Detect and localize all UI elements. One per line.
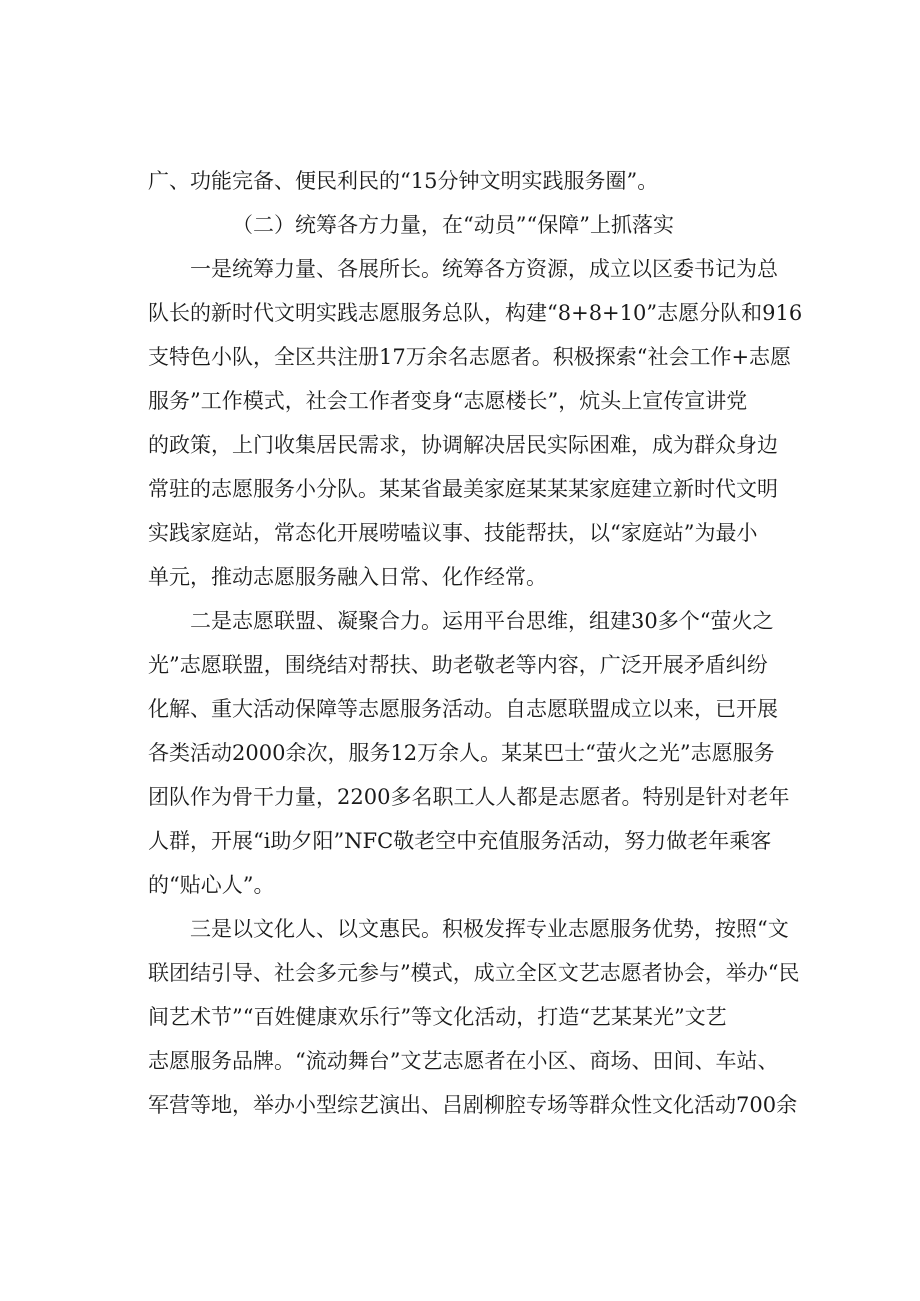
paragraph-first-line: 二是志愿联盟、凝聚合力。运用平台思维，组建30多个“萤火之 bbox=[190, 609, 774, 633]
text-line: 队长的新时代文明实践志愿服务总队，构建“8+8+10”志愿分队和916 bbox=[148, 301, 803, 325]
text-line: 军营等地，举办小型综艺演出、吕剧柳腔专场等群众性文化活动700余 bbox=[148, 1093, 798, 1117]
paragraph-first-line: 一是统筹力量、各展所长。统筹各方资源，成立以区委书记为总 bbox=[190, 257, 778, 281]
text-line: 志愿服务品牌。“流动舞台”文艺志愿者在小区、商场、田间、车站、 bbox=[148, 1049, 779, 1073]
text-line: 间艺术节”“百姓健康欢乐行”等文化活动，打造“艺某某光”文艺 bbox=[148, 1005, 727, 1029]
paragraph-first-line: 三是以文化人、以文惠民。积极发挥专业志愿服务优势，按照“文 bbox=[190, 917, 789, 941]
text-line: 联团结引导、社会多元参与”模式，成立全区文艺志愿者协会，举办“民 bbox=[148, 961, 800, 985]
text-line: 的“贴心人”。 bbox=[148, 873, 275, 897]
text-line: 光”志愿联盟，围绕结对帮扶、助老敬老等内容，广泛开展矛盾纠纷 bbox=[148, 653, 768, 677]
text-line: 服务”工作模式，社会工作者变身“志愿楼长”，炕头上宣传宣讲党 bbox=[148, 389, 748, 413]
text-line: 化解、重大活动保障等志愿服务活动。自志愿联盟成立以来，已开展 bbox=[148, 697, 778, 721]
text-line: 各类活动2000余次，服务12万余人。某某巴士“萤火之光”志愿服务 bbox=[148, 741, 775, 765]
text-line: 人群，开展“i助夕阳”NFC敬老空中充值服务活动，努力做老年乘客 bbox=[148, 829, 772, 853]
text-line: 单元，推动志愿服务融入日常、化作经常。 bbox=[148, 565, 547, 589]
text-line: 实践家庭站，常态化开展唠嗑议事、技能帮扶，以“家庭站”为最小 bbox=[148, 521, 758, 545]
section-heading: （二）统筹各方力量，在“动员”“保障”上抓落实 bbox=[232, 213, 674, 237]
text-line: 广、功能完备、便民利民的“15分钟文明实践服务圈”。 bbox=[148, 169, 659, 193]
text-line: 支特色小队，全区共注册17万余名志愿者。积极探索“社会工作+志愿 bbox=[148, 345, 792, 369]
text-line: 常驻的志愿服务小分队。某某省最美家庭某某某家庭建立新时代文明 bbox=[148, 477, 778, 501]
text-line: 团队作为骨干力量，2200多名职工人人都是志愿者。特别是针对老年 bbox=[148, 785, 790, 809]
text-line: 的政策，上门收集居民需求，协调解决居民实际困难，成为群众身边 bbox=[148, 433, 778, 457]
